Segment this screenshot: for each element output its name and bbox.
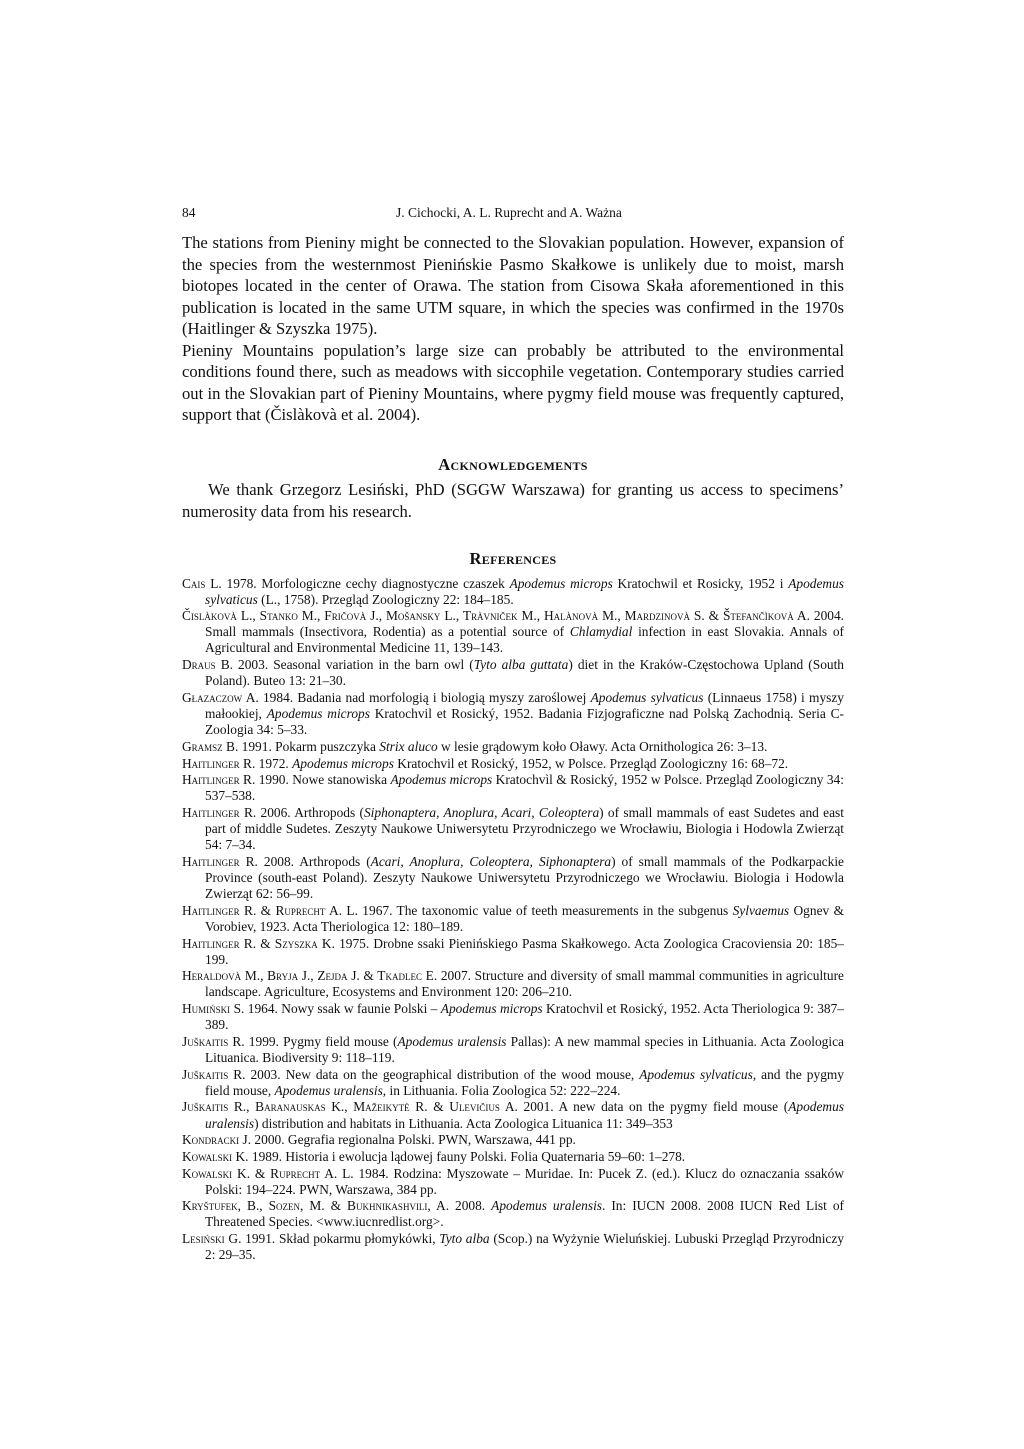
reference-authors: Kryštufek, B., Sozen, M. & Bukhnikashvili, xyxy=(182,1198,431,1214)
reference-item xyxy=(182,968,844,1000)
reference-item xyxy=(182,1198,844,1230)
reference-item xyxy=(182,1166,844,1198)
body-paragraph: Pieniny Mountains population’s large size can probably be attributed to the environmental conditions found there, such as meadows with siccophile vegetation. Contemporary studies carried out in the Slovakian part of Pieniny Mountains, where pygmy field mouse was frequently captured, support that (Čislàkovà et al. 2004). xyxy=(182,340,844,424)
reference-text: (L., 1758). Przegląd Zoologiczny 22: 184–185. xyxy=(257,591,514,607)
reference-authors: Kondracki J. xyxy=(182,1132,252,1148)
reference-text: 2003. New data on the geographical distribution of the wood mouse, xyxy=(245,1066,640,1082)
reference-authors: Draus B. xyxy=(182,657,233,673)
species-name: Apodemus uralensis xyxy=(397,1033,507,1049)
species-name: Acari, Anoplura, Coleoptera, Siphonaptera xyxy=(370,853,612,869)
reference-authors: Gramsz B. xyxy=(182,738,239,754)
reference-text: 1984. Rodzina: Myszowate – Muridae. In: Pucek Z. (ed.). Klucz do oznaczania ssaków Polski: 194–224. PWN, Warszawa, 384 pp. xyxy=(205,1165,844,1197)
reference-text: 2006. Arthropods ( xyxy=(256,804,364,820)
reference-text: . In: IUCN 2008. 2008 IUCN Red List of Threatened Species. <www.iucnredlist.org>. xyxy=(205,1198,844,1230)
reference-authors: Cais L. xyxy=(182,575,222,591)
reference-text: 1984. Badania nad morfologią i biologią myszy zaroślowej xyxy=(258,689,591,705)
reference-authors: Haitlinger R. xyxy=(182,804,257,820)
reference-text: infection in east Slovakia. Annals of Agricultural and Environmental Medicine 11, 139–143. xyxy=(205,624,845,656)
reference-text: (Linnaeus 1758) i myszy małookiej, xyxy=(205,689,845,722)
reference-text: Ognev & Vorobiev, 1923. Acta Theriologica 12: 180–189. xyxy=(205,902,844,934)
reference-text: 1964. Nowy ssak w faunie Polski – xyxy=(244,1001,441,1017)
reference-text: ) diet in the Kraków-Częstochowa Upland (South Poland). Buteo 13: 21–30. xyxy=(205,657,844,689)
reference-authors: Čislàkovà L., Stanko M., Fričovà J., Mošansky L., Tràvniček M., Halànovà M., Mardzinovà S. & Štefančìkovà A. xyxy=(182,608,810,624)
reference-text: w lesie grądowym koło Oławy. Acta Ornithologica 26: 3–13. xyxy=(437,738,768,754)
reference-authors: Juškaitis R. xyxy=(182,1066,246,1082)
reference-item xyxy=(182,772,844,804)
species-name: Apodemus uralensis xyxy=(205,1099,844,1131)
body-paragraph: The stations from Pieniny might be connected to the Slovakian population. However, expansion of the species from the westernmost Pienińskie Pasmo Skałkowe is unlikely due to moist, marsh biotopes located in the center of Orawa. The station from Cisowa Skała aforementioned in this publication is located in the same UTM square, in which the species was confirmed in the 1970s (Haitlinger & Szyszka 1975). xyxy=(182,233,844,338)
reference-item xyxy=(182,1149,844,1165)
species-name: Apodemus sylvaticus xyxy=(590,689,704,705)
reference-authors: Lesiński G. xyxy=(182,1231,242,1247)
species-name: Sylvaemus xyxy=(732,902,790,918)
species-name: Apodemus uralensis xyxy=(491,1198,603,1214)
reference-item xyxy=(182,805,844,853)
reference-text: 1989. Historia i ewolucja lądowej fauny Polski. Folia Quaternaria 59–60: 1–278. xyxy=(248,1148,686,1164)
reference-text: (Scop.) na Wyżynie Wieluńskiej. Lubuski Przegląd Przyrodniczy 2: 29–35. xyxy=(205,1231,845,1263)
reference-authors: Głazaczow A. xyxy=(182,689,259,705)
species-name: Apodemus sylvaticus xyxy=(639,1066,753,1082)
running-header-authors: J. Cichocki, A. L. Ruprecht and A. Ważna xyxy=(396,205,622,220)
reference-text: 1990. Nowe stanowiska xyxy=(255,772,391,788)
reference-item xyxy=(182,690,844,738)
reference-item xyxy=(182,1132,844,1148)
article-body xyxy=(182,232,844,1264)
reference-authors: Heraldovà M., Bryja J., Zejda J. & Tkadlec E. xyxy=(182,968,438,984)
reference-text: Kratochvil et Rosický, 1952. Acta Theriologica 9: 387–389. xyxy=(205,1001,844,1033)
reference-item xyxy=(182,1034,844,1066)
species-name: Strix aluco xyxy=(379,738,438,754)
reference-text: 1999. Pygmy field mouse ( xyxy=(244,1033,398,1049)
acknowledgements-text: We thank Grzegorz Lesiński, PhD (SGGW Warszawa) for granting us access to specimens’ numerosity data from his research. xyxy=(182,480,844,521)
running-header xyxy=(182,205,844,225)
reference-item xyxy=(182,756,844,772)
species-name: Apodemus microps xyxy=(266,706,370,722)
reference-authors: Juškaitis R., Baranauskas K., Mažeikytė R. & Ulevičius A. xyxy=(182,1099,518,1115)
page-number: 84 xyxy=(182,205,196,220)
reference-item xyxy=(182,576,844,608)
reference-text: Kratochvìl & Rosický, 1952 w Polsce. Przegląd Zoologiczny 34: 537–538. xyxy=(205,772,844,804)
reference-text: A. 2008. xyxy=(430,1198,492,1214)
reference-item xyxy=(182,1067,844,1099)
reference-text: ) distribution and habitats in Lithuania. Acta Zoologica Lituanica 11: 349–353 xyxy=(254,1115,673,1131)
reference-text: ) of small mammals of the Podkarpackie Province (south-east Poland). Zeszyty Naukowe Uniwersytetu Przyrodniczego we Wrocławiu. Biologia i Hodowla Zwierząt 62: 56–99. xyxy=(205,853,844,902)
reference-authors: Haitlinger R. & Szyszka K. xyxy=(182,935,335,951)
reference-text: 1975. Drobne ssaki Pienińskiego Pasma Skałkowego. Acta Zoologica Cracoviensia 20: 185–199. xyxy=(205,935,844,967)
reference-text: 2003. Seasonal variation in the barn owl ( xyxy=(233,657,474,673)
acknowledgements-heading: Acknowledgements xyxy=(438,454,588,474)
reference-text: 1967. The taxonomic value of teeth measurements in the subgenus xyxy=(357,902,733,918)
reference-item xyxy=(182,854,844,902)
reference-text: Kratochvil et Rosický, 1952, w Polsce. Przegląd Zoologiczny 16: 68–72. xyxy=(393,755,789,771)
reference-text: 2008. Arthropods ( xyxy=(257,853,371,869)
species-name: Siphonaptera, Anoplura, Acari, Coleoptera xyxy=(363,804,600,820)
species-name: Apodemus sylvaticus xyxy=(205,575,845,607)
species-name: Chlamydial xyxy=(569,624,633,640)
reference-text: 1991. Skład pokarmu płomykówki, xyxy=(241,1231,440,1247)
reference-text: 2000. Gegrafia regionalna Polski. PWN, Warszawa, 441 pp. xyxy=(251,1132,576,1148)
reference-text: ) of small mammals of east Sudetes and east part of middle Sudetes. Zeszyty Naukowe Uniwersytetu Przyrodniczego we Wrocławiu, Biologia i Hodowla Zwierząt 54: 7–34. xyxy=(205,804,844,853)
reference-item xyxy=(182,657,844,689)
species-name: Apodemus microps xyxy=(292,755,394,771)
reference-authors: Humiński S. xyxy=(182,1001,245,1017)
reference-authors: Haitlinger R. xyxy=(182,772,256,788)
reference-authors: Haitlinger R. xyxy=(182,755,256,771)
reference-item xyxy=(182,903,844,935)
reference-text: Pallas): A new mammal species in Lithuania. Acta Zoologica Lituanica. Biodiversity 9: 118–119. xyxy=(205,1033,844,1065)
species-name: Apodemus microps xyxy=(509,575,613,591)
reference-item xyxy=(182,1231,844,1263)
reference-list xyxy=(182,576,844,1264)
species-name: Apodemus microps xyxy=(440,1001,543,1017)
reference-text: , in Lithuania. Folia Zoologica 52: 222–224. xyxy=(382,1082,621,1098)
species-name: Tyto alba guttata xyxy=(473,657,569,673)
reference-authors: Haitlinger R. & Ruprecht A. L. xyxy=(182,902,358,918)
reference-item xyxy=(182,1099,844,1131)
reference-text: Kratochwil et Rosicky, 1952 i xyxy=(612,575,789,591)
reference-text: 1972. xyxy=(255,755,293,771)
reference-authors: Juškaitis R. xyxy=(182,1033,245,1049)
reference-item xyxy=(182,1001,844,1033)
references-heading: References xyxy=(469,549,557,568)
reference-authors: Kowalski K. xyxy=(182,1148,249,1164)
reference-authors: Kowalski K. & Ruprecht A. L. xyxy=(182,1165,354,1181)
reference-text: , and the pygmy field mouse, xyxy=(205,1066,845,1098)
reference-text: Kratochvil et Rosický, 1952. Badania Fizjograficzne nad Polską Zachodnią. Seria C- Zoologia 34: 5–33. xyxy=(205,706,844,738)
reference-text: 2004. Small mammals (Insectivora, Rodentia) as a potential source of xyxy=(205,608,845,640)
reference-item xyxy=(182,608,844,656)
reference-item xyxy=(182,936,844,968)
species-name: Tyto alba xyxy=(439,1231,490,1247)
species-name: Apodemus microps xyxy=(390,772,493,788)
reference-authors: Haitlinger R. xyxy=(182,853,258,869)
reference-item xyxy=(182,739,844,755)
reference-text: 2001. A new data on the pygmy field mouse ( xyxy=(517,1099,789,1115)
reference-text: 1991. Pokarm puszczyka xyxy=(238,738,380,754)
reference-text: 1978. Morfologiczne cechy diagnostyczne czaszek xyxy=(221,575,510,591)
species-name: Apodemus uralensis xyxy=(274,1082,383,1098)
reference-text: 2007. Structure and diversity of small mammal communities in agriculture landscape. Agriculture, Ecosystems and Environment 120: 206–210. xyxy=(205,968,844,1000)
